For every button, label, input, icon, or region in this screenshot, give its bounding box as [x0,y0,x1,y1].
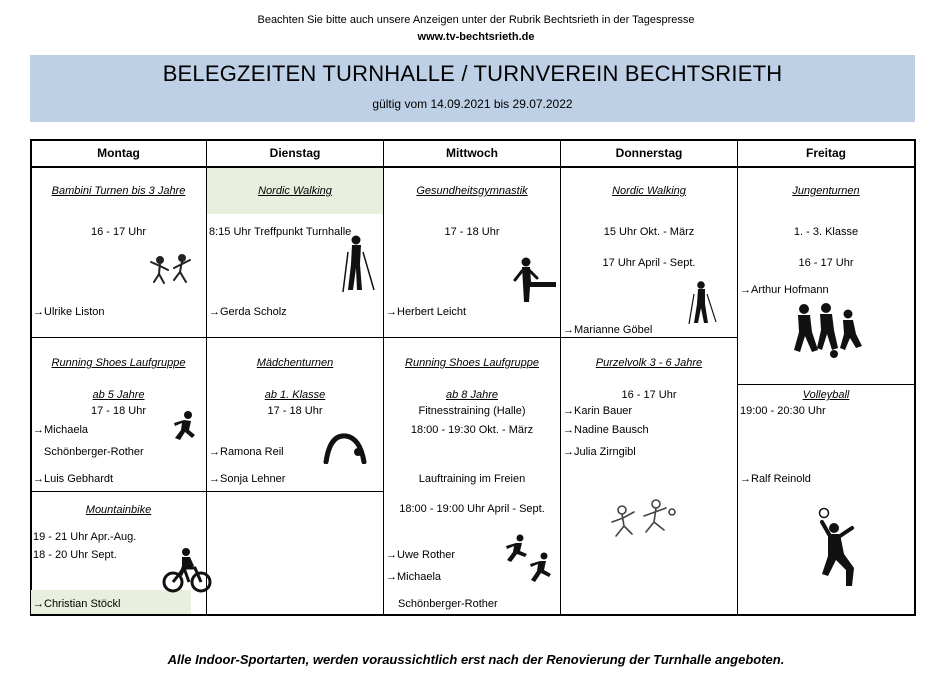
course-time: 16 - 17 Uhr [798,257,854,269]
course-time: 19:00 - 20:30 Uhr [740,405,826,417]
row-divider [30,337,737,338]
page-title: BELEGZEITEN TURNHALLE / TURNVEREIN BECHTSRIETH [162,61,783,86]
runner-icon [168,410,202,444]
contact-person: →Sonja Lehner [209,473,286,485]
course-title-jungenturnen: Jungenturnen [792,185,860,197]
course-time: 17 - 18 Uhr [267,405,323,417]
course-grade: 1. - 3. Klasse [793,226,859,238]
day-header-mittwoch: Mittwoch [446,146,498,160]
contact-person: →Nadine Bausch [563,424,649,436]
course-title-purzelvolk: Purzelvolk 3 - 6 Jahre [595,357,703,369]
course-title-running-shoes: Running Shoes Laufgruppe [405,357,539,369]
header-divider [30,166,916,168]
contact-person: →Michaela [33,424,89,436]
course-time: 18:00 - 19:00 Uhr April - Sept. [399,503,545,515]
course-age: ab 8 Jahre [446,389,498,401]
course-time: 17 - 18 Uhr [444,226,500,238]
contact-person: →Marianne Göbel [563,324,653,336]
day-header-freitag: Freitag [805,146,846,160]
course-title-nordic-walking: Nordic Walking [258,185,332,197]
runner-icon [522,552,556,586]
course-description: Fitnesstraining (Halle) [418,405,526,417]
course-age: ab 5 Jahre [92,389,145,401]
title-banner [30,55,915,122]
course-time: 8:15 Uhr Treffpunkt Turnhalle [209,226,352,238]
row-divider [737,384,914,385]
contact-person: →Gerda Scholz [209,306,287,318]
soccer-players-icon [790,300,868,360]
contact-person: →Arthur Hofmann [740,284,829,296]
website-link[interactable]: www.tv-bechtsrieth.de [417,31,535,43]
course-title-gesundheitsgymnastik: Gesundheitsgymnastik [416,185,528,197]
column-divider [737,139,738,616]
children-ball-play-icon [604,494,684,540]
contact-person: →Ralf Reinold [740,473,811,485]
contact-person: →Luis Gebhardt [33,473,114,485]
mountainbike-icon [162,546,212,594]
table-border-bottom [30,614,916,616]
nordic-walking-icon [684,280,720,326]
contact-person: →Ulrike Liston [33,306,105,318]
table-border-right [914,139,916,616]
course-title-maedchenturnen: Mädchenturnen [256,357,334,369]
course-time: 15 Uhr Okt. - März [603,226,695,238]
day-header-dienstag: Dienstag [269,146,321,160]
course-time: 18 - 20 Uhr Sept. [33,549,117,561]
contact-person: →Karin Bauer [563,405,633,417]
course-time: 17 Uhr April - Sept. [602,257,696,269]
contact-person: →Julia Zirngibl [563,446,636,458]
column-divider [560,139,561,616]
course-title-bambini: Bambini Turnen bis 3 Jahre [51,185,186,197]
column-divider [383,139,384,616]
course-time: 18:00 - 19:30 Okt. - März [410,424,534,436]
row-divider [30,491,384,492]
course-time: 16 - 17 Uhr [621,389,677,401]
validity-period: gültig vom 14.09.2021 bis 29.07.2022 [372,97,573,111]
newspaper-notice: Beachten Sie bitte auch unsere Anzeigen unter der Rubrik Bechtsrieth in der Tagespresse [257,14,695,26]
course-time: 19 - 21 Uhr Apr.-Aug. [33,531,137,543]
nordic-walking-icon [336,234,380,294]
course-description: Lauftraining im Freien [418,473,526,485]
course-time: 17 - 18 Uhr [90,405,147,417]
contact-person-cont: Schönberger-Rother [398,598,498,610]
day-header-montag: Montag [97,146,140,160]
volleyball-player-icon [808,506,864,590]
course-time: 16 - 17 Uhr [90,226,147,238]
course-age: ab 1. Klasse [264,389,326,401]
contact-person: →Ramona Reil [209,446,284,458]
contact-person: →Christian Stöckl [33,598,121,610]
gymnastics-icon [512,256,558,304]
course-title-volleyball: Volleyball [802,389,850,401]
contact-person: →Michaela [386,571,442,583]
table-border-left [30,139,32,616]
contact-person-cont: Schönberger-Rother [44,446,144,458]
gymnast-bridge-icon [322,428,368,464]
course-title-nordic-walking: Nordic Walking [612,185,686,197]
day-header-donnerstag: Donnerstag [615,146,683,160]
contact-person: →Herbert Leicht [386,306,467,318]
children-gymnastics-icon [146,250,196,290]
contact-person: →Uwe Rother [386,549,456,561]
course-title-running-shoes: Running Shoes Laufgruppe [51,357,186,369]
course-title-mountainbike: Mountainbike [85,504,152,516]
footer-note: Alle Indoor-Sportarten, werden voraussichtlich erst nach der Renovierung der Turnhalle angeboten. [167,652,785,667]
